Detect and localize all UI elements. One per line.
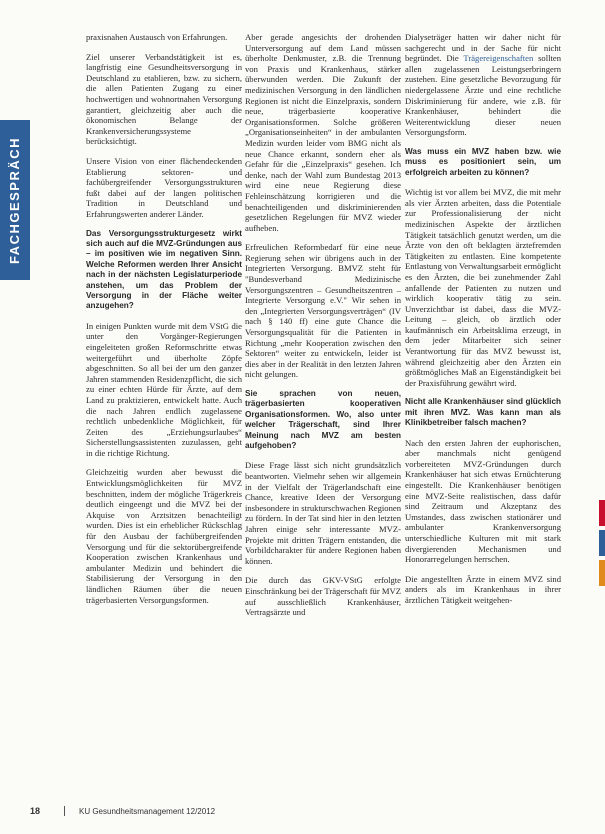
text-column-2: [245, 32, 401, 627]
interview-question: Sie sprachen von neuen, trägerbasierten kooperativen Organisationsformen. Wo, also unter welcher Trägerschaft, sind Ihrer Meinung nach MVZ am besten aufgehoben?: [245, 389, 401, 451]
paragraph: Erfreulichen Reformbedarf für eine neue Regierung sehen wir übrigens auch in der Integrierten Versorgung. BMVZ steht für "Bundesverband Medizinische Versorgungszentren – Gesundheitszentren – Integrierte Versorgung e.V." Wir sehen in den „Integrierten Versorgungsverträgen“ (IV nach § 140 ff) eine gute Chance die Versorgungsqualität für die Patienten in Richtung „mehr Kooperation zwischen den Sektoren“ weiter zu entwickeln, leider ist dies aber in der Realität in den letzten Jahren nicht gelungen.: [245, 242, 401, 380]
edge-mark: [599, 500, 605, 526]
paragraph: Ziel unserer Verbandstätigkeit ist es, langfristig eine Gesundheitsversorgung in Deutschland zu etablieren, bzw. zu sichern, die allen Patienten Zugang zu einer hochwertigen und wohnortnahen Versorgung garantiert, gleichzeitig aber auch die ökonomischen Belange der Krankenversicherungssysteme berücksichtigt.: [86, 51, 242, 147]
paragraph: praxisnahen Austausch von Erfahrungen.: [86, 32, 228, 42]
interview-question: Das Versorgungsstrukturgesetz wirkt sich auch auf die MVZ-Gründungen aus – im positiven wie im negativen Sinn. Welche Reformen werden Ihrer Ansicht nach in der nächsten Legislaturperiode anstehen, um das Problem der Versorgung in der Fläche weiter anzugehen?: [86, 228, 242, 311]
page-footer: [30, 804, 570, 818]
paragraph: Unsere Vision von einer flächendeckenden Etablierung sektoren- und fachübergreifender Versorgungsstrukturen fußt dabei auf der langen politischen Tradition in Deutschland und Erfahrungswerten anderer Länder.: [86, 155, 242, 219]
paragraph: Wichtig ist vor allem bei MVZ, die mit mehr als vier Ärzten arbeiten, dass die Potentiale zur Professionalisierung der nicht medizinischen Aspekte der ärztlichen Tätigkeit tatsächlich genutzt werden, um die Ärzte von den oft beklagten ärztefremden Tätigkeiten zu entlasten. Eine kompetente Entlastung von Verwaltungsarbeit ermöglicht es den Ärzten, die bei zunehmender Zahl anfallende der Patienten zu nutzen und wirklich kooperativ tätig zu sein. Unverzichtbar ist dabei, dass die MVZ-Leitung – gleich, ob ärztlich oder kaufmännisch ein Arbeitsklima erzeugt, in dem jeder Mitarbeiter sich seiner Verantwortung für das MVZ bewusst ist, während gleichzeitig aber den Ärzten ein größtmögliches Maß an Eigenständigkeit bei der Praxisführung gewährt wird.: [405, 187, 561, 388]
paragraph: Nach den ersten Jahren der euphorischen, aber manchmals nicht genügend vorbereiteten MVZ-Gründungen durch Krankenhäuser hat sich etwas Ernüchterung eingestellt. Die Krankenhäuser benötigen eine MVZ-Seite realistischen, dass dafür sind Zeitraum und Akzeptanz des Umstandes, dass zwischen stationärer und ambulanter Krankenversorgung unterschiedliche Kulturen mit mit stark divergierenden Mechanismen und Honorarregelungen herrschen.: [405, 437, 561, 565]
text-column-3: [405, 32, 561, 615]
paragraph-text: sollten allen zugelassenen Leistungserbringern zustehen. Eine gesetzliche Bevorzugung für niedergelassene Ärzte und eine rechtliche Diskriminierung für andere, wie z.B. für Krankenhäuser, behindert die Weiterentwicklung dieser neuen Versorgungsform.: [405, 53, 561, 138]
footer-divider: [64, 806, 65, 816]
paragraph-text: Dialyseträger hatten wir daher nicht für sachgerecht und in der Sache für nicht begründet. Die: [405, 32, 561, 64]
edge-mark: [599, 530, 605, 556]
section-tab: [0, 120, 30, 280]
paragraph: In einigen Punkten wurde mit dem VStG die unter den Vorgänger-Regierungen eingeleiteten großen Reformschritte etwas weitergeführt und überholte Zöpfe abgeschnitten. So all bei der um den ganzer Jahren stammenden Residenzpflicht, die sich zu einer echten Hürde für Ärzte, auf dem Land zu praktizieren, entwickelt hatte. Auch die nach Jahren endlich zugelassene rechtlich unbedenkliche Möglichkeit, für Zeiten des „Erziehungsurlaubes“ Sicherstellungsassistenten zuzulassen, geht in die richtige Richtung.: [86, 320, 242, 458]
paragraph: Aber gerade angesichts der drohenden Unterversorgung auf dem Land müssen überholte Denkmuster, z.B. die Trennung von Praxis und Krankenhaus, stärker überwunden werden. Die Zukunft der medizinischen Versorgung in den ländlichen Regionen ist nicht die Einzelpraxis, sondern neue, trägerbasierte kooperative Organisationsformen. Solche größeren „Organisationseinheiten“ in der ambulanten Medizin wurden leider vom BMG nicht als neue Chance erkannt, sondern eher als Gefahr für die „Einzelpraxis“ gesehen. Ich denke, nach der Wahl zum Bundestag 2013 wird eine neue Regierung diese Fehleinschätzung korrigieren und die benachteiligenden und diskriminierenden gesetzlichen Regelungen für MVZ wieder aufheben.: [245, 32, 401, 233]
text-column-1: [86, 32, 242, 614]
section-tab-label: FACHGESPRÄCH: [7, 136, 23, 264]
interview-question: Was muss ein MVZ haben bzw. wie muss es positioniert sein, um erfolgreich arbeiten zu können?: [405, 146, 561, 177]
paragraph: [405, 32, 561, 138]
paragraph: Diese Frage lässt sich nicht grundsätzlich beantworten. Vielmehr sehen wir allgemein in der Vielfalt der Trägerlandschaft eine Chance, kreative Ideen der Versorgung insbesondere in strukturschwachen Regionen zu fördern. In der Tat sind hier in den letzten Jahren einige sehr interessante MVZ-Projekte mit dritten Trägern entstanden, die Vorbildcharakter für andere Regionen haben können.: [245, 460, 401, 566]
interview-question: Nicht alle Krankenhäuser sind glücklich mit ihren MVZ. Was kann man als Klinikbetreiber falsch machen?: [405, 397, 561, 428]
edge-mark: [599, 560, 605, 586]
paragraph: Gleichzeitig wurden aber bewusst die Entwicklungsmöglichkeiten für MVZ beschnitten, indem der mögliche Trägerkreis deutlich eingeengt und die MVZ bei der Akquise von Arztsitzen benachteiligt wurden. Dies ist ein erheblicher Rückschlag für den Ausbau der fachübergreifenden Versorgung und für die sektorübergreifende Kooperation zwischen Krankenhaus und ambulanter Medizin und behindert die Stabilisierung der Versorgung in den ländlichen Räumen über die neuen trägerbasierten Versorgungsformen.: [86, 467, 242, 605]
paragraph: Die angestellten Ärzte in einem MVZ sind anders als im Krankenhaus in ihrer ärztlichen Tätigkeit weitgehen-: [405, 573, 561, 605]
publication-name: KU Gesundheitsmanagement 12/2012: [79, 806, 216, 816]
paragraph: Die durch das GKV-VStG erfolgte Einschränkung bei der Trägerschaft für MVZ auf ausschließlich Krankenhäuser, Vertragsärzte und: [245, 575, 401, 618]
edge-color-marks: [599, 500, 605, 590]
page-number: 18: [30, 806, 41, 816]
highlighted-term: Trägereigenschaften: [463, 53, 534, 64]
